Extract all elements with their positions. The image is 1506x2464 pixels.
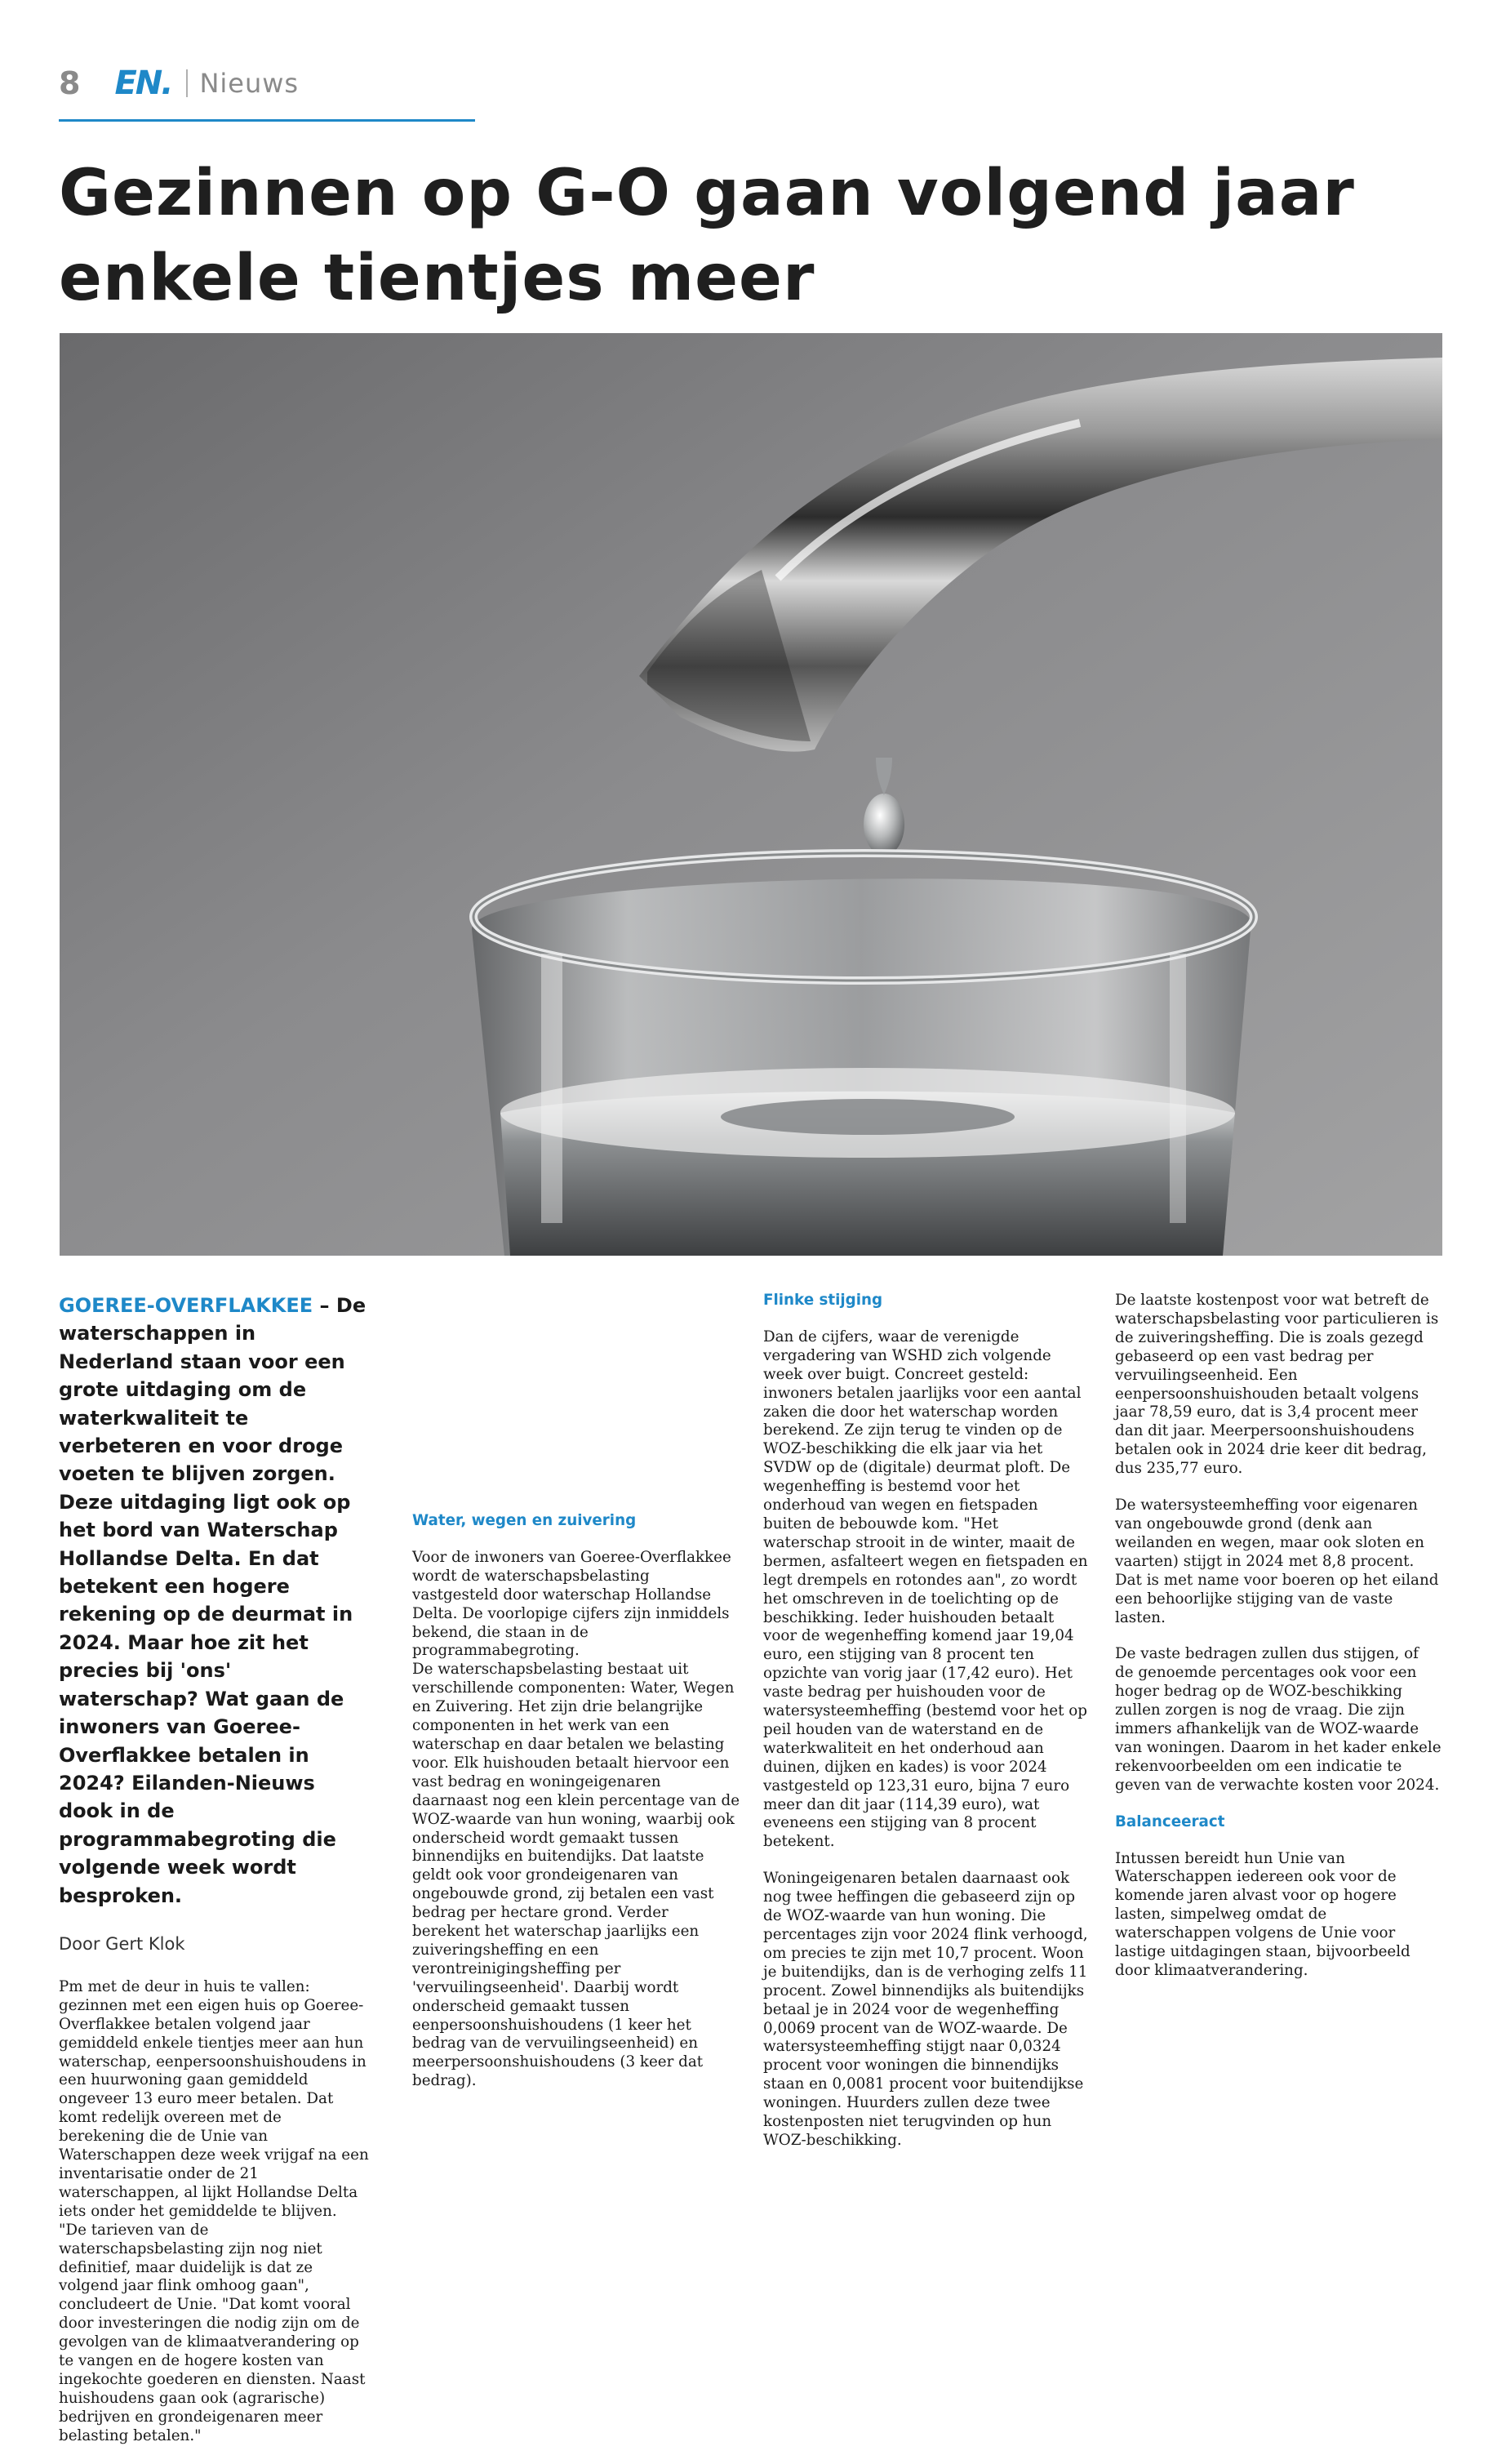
- paragraph-4: Dan de cijfers, waar de verenigde vergadering van WSHD zich volgende week over buigt. Concreet gesteld: inwoners betalen jaarlijks voor een aantal zaken die door het waterschap worden berekend. Ze zijn terug te vinden op de WOZ-beschikking die elk jaar via het SVDW op de (digitale) deurmat ploft. De wegenheffing is bestemd voor het onderhoud van wegen en fietspaden buiten de bebouwde kom. "Het waterschap strooit in de winter, maait de bermen, asfalteert wegen en fietspaden en legt drempels en rotondes aan", zo wordt het omschreven in de toelichting op de beschikking. Ieder huishouden betaalt voor de wegenheffing komend jaar 19,04 euro, een stijging van 8 procent ten opzichte van vorig jaar (17,42 euro). Het vaste bedrag per huishouden voor de watersysteemheffing (bestemd voor het op peil houden van de waterstand en de waterkwaliteit en het onderhoud aan duinen, dijken en kades) is voor 2024 vastgesteld op 123,31 euro, bijna 7 euro meer dan dit jaar (114,39 euro), wat eveneens een stijging van 8 procent betekent.: [763, 1328, 1088, 1851]
- headline: Gezinnen op G-O gaan volgend jaar enkele tientjes meer: [59, 157, 1355, 315]
- paragraph-1: Pm met de deur in huis te vallen: gezinnen met een eigen huis op Goeree-Overflakkee betalen volgend jaar gemiddeld enkele tientjes meer aan hun waterschap, eenpersoonshuishoudens in een huurwoning gaan gemiddeld ongeveer 13 euro meer betalen. Dat komt redelijk overeen met de berekening die de Unie van Waterschappen deze week vrijgaf na een inventarisatie onder de 21 waterschappen, al lijkt Hollandse Delta iets onder het gemiddelde te blijven. "De tarieven van de waterschapsbelasting zijn nog niet definitief, maar duidelijk is dat ze volgend jaar flink omhoog gaan", concludeert de Unie. "Dat komt vooral door investeringen die nodig zijn om de gevolgen van de klimaatverandering op te vangen en de hogere kosten van ingekochte goederen en diensten. Naast huishoudens gaan ook (agrarische) bedrijven en grondeigenaren meer belasting betalen.": [59, 1977, 369, 2444]
- subhead-water-wegen-zuivering: Water, wegen en zuivering: [412, 1512, 637, 1529]
- publication-logo: EN.: [114, 64, 172, 102]
- subhead-balanceeract: Balanceeract: [1115, 1812, 1225, 1830]
- paragraph-6: De laatste kostenpost voor wat betreft de waterschapsbelasting voor particulieren is de zuiveringsheffing. Die is zoals gezegd gebaseerd op een vast bedrag per vervuilingseenheid. Een eenpersoonshuishouden betaalt volgens jaar 78,59 euro, dat is 3,4 procent meer dan dit jaar. Meerpersoonshuishoudens betalen ook in 2024 drie keer dit bedrag, dus 235,77 euro.: [1115, 1292, 1439, 1478]
- dateline: GOEREE-OVERFLAKKEE: [59, 1294, 313, 1317]
- lead-text: – De waterschappen in Nederland staan voor een grote uitdaging om de waterkwaliteit te verbeteren en voor droge voeten te blijven zorgen. Deze uitdaging ligt ook op het bord van Waterschap Hollandse Delta. En dat betekent een hogere rekening op de deurmat in 2024. Maar hoe zit het precies bij 'ons' waterschap? Wat gaan de inwoners van Goeree-Overflakkee betalen in 2024? Eilanden-Nieuws dook in de programmabegroting die volgende week wordt besproken.: [59, 1294, 367, 1907]
- article-lead: [59, 1292, 369, 1910]
- page-header: [59, 59, 299, 108]
- paragraph-8: De vaste bedragen zullen dus stijgen, of de genoemde percentages ook voor een hoger bedrag op de WOZ-beschikking zullen zorgen is nog de vraag. Die zijn immers afhankelijk van de WOZ-waarde van woningen. Daarom in het kader enkele rekenvoorbeelden om een indicatie te geven van de verwachte kosten voor 2024.: [1115, 1645, 1442, 1794]
- byline: Door Gert Klok: [59, 1933, 185, 1954]
- subhead-flinke-stijging: Flinke stijging: [763, 1292, 883, 1309]
- article-column-3: [763, 1292, 1090, 2168]
- paragraph-5: Woningeigenaren betalen daarnaast ook nog twee heffingen die gebaseerd zijn op de WOZ-waarde van hun woning. Die percentages zijn voor 2024 flink verhoogd, om precies te zijn met 10,7 procent. Woon je buitendijks, dan is de verhoging zelfs 11 procent. Zowel binnendijks als buitendijks betaal je in 2024 voor de wegenheffing 0,0069 procent van de WOZ-waarde. De watersysteemheffing stijgt naar 0,0324 procent voor woningen die binnendijks staan en 0,0081 procent voor buitendijkse woningen. Huurders zullen deze twee kostenposten niet terugvinden op hun WOZ-beschikking.: [763, 1870, 1088, 2149]
- water-tap-glass-image: [60, 333, 1442, 1256]
- paragraph-3: De waterschapsbelasting bestaat uit verschillende componenten: Water, Wegen en Zuivering. Het zijn drie belangrijke componenten in het werk van een waterschap en daar betalen we belasting voor. Elk huishouden betaalt hiervoor een vast bedrag en woningeigenaren daarnaast nog een klein percentage van de WOZ-waarde van hun woning, waarbij ook onderscheid wordt gemaakt tussen binnendijks en buitendijks. Dat laatste geldt ook voor grondeigenaren van ongebouwde grond, zij betalen een vast bedrag per hectare grond. Verder berekent het waterschap jaarlijks een zuiveringsheffing en een verontreinigingsheffing per 'vervuilingseenheid'. Daarbij wordt onderscheid gemaakt tussen eenpersoonshuishoudens (1 keer het bedrag van de vervuilingseenheid) en meerpersoonshuishoudens (3 keer dat bedrag).: [412, 1661, 740, 2090]
- paragraph-2: Voor de inwoners van Goeree-Overflakkee wordt de waterschapsbelasting vastgesteld door waterschap Hollandse Delta. De voorlopige cijfers zijn inmiddels bekend, die staan in de programmabegroting.: [412, 1548, 731, 1660]
- paragraph-7: De watersysteemheffing voor eigenaren van ongebouwde grond (denk aan weilanden en wegen, maar ook sloten en vaarten) stijgt in 2024 met 8,8 procent. Dat is met name voor boeren op het eiland een behoorlijke stijging van de vaste lasten.: [1115, 1497, 1439, 1626]
- article-column-1: [59, 1292, 369, 2464]
- header-rule: [59, 119, 475, 122]
- page-number: 8: [59, 65, 81, 101]
- section-label: Nieuws: [199, 68, 300, 99]
- article-column-4: [1115, 1292, 1442, 1999]
- article-photo: [60, 333, 1442, 1256]
- paragraph-9: Intussen bereidt hun Unie van Waterschappen iedereen ook voor de komende jaren alvast voor op hogere lasten, simpelweg omdat de waterschappen volgens de Unie voor lastige uitdagingen staan, bijvoorbeeld door klimaatverandering.: [1115, 1849, 1410, 1979]
- header-separator: [186, 69, 188, 97]
- article-column-2-flow: [412, 1292, 740, 2109]
